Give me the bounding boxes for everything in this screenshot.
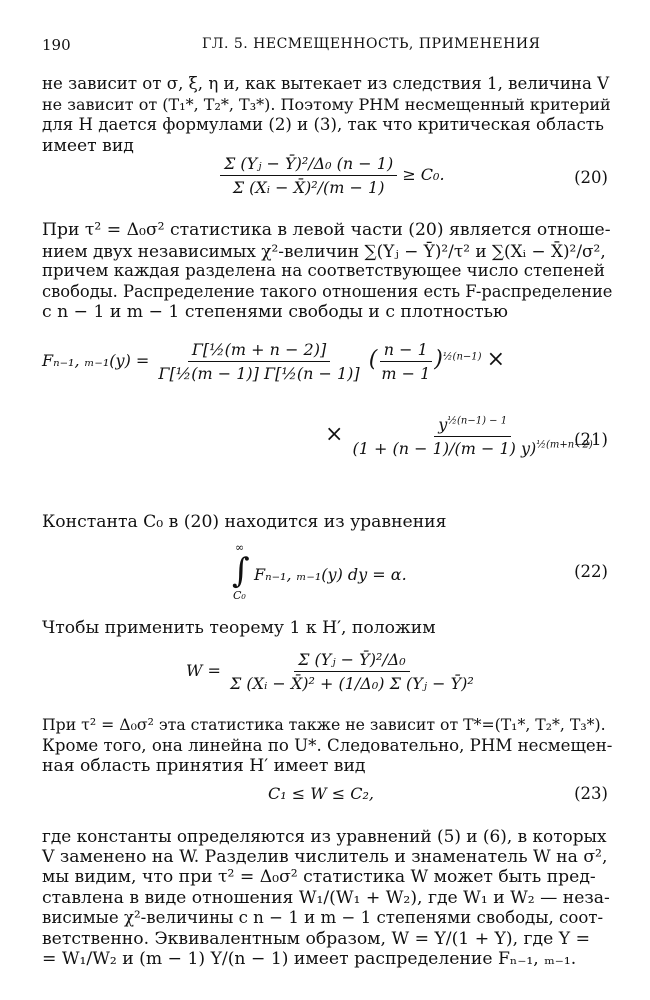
equation-23 xyxy=(268,784,374,803)
ratio-numerator: n − 1 xyxy=(380,340,432,362)
equation-number: (22) xyxy=(574,562,608,581)
text-line: Чтобы применить теорему 1 к H′, положим xyxy=(42,618,436,638)
text-line: нием двух независимых χ²-величин ∑(Yⱼ − Ȳ)²/τ² и ∑(Xᵢ − X̄)²/σ², xyxy=(42,240,606,261)
equation-number: (20) xyxy=(574,168,608,187)
fraction-numerator: Σ (Yⱼ − Ȳ)²/Δ₀ (n − 1) xyxy=(220,154,397,176)
text-line: не зависит от σ, ξ, η и, как вытекает из следствия 1, величина V xyxy=(42,74,610,93)
gamma-numerator: Γ[½(m + n − 2)] xyxy=(188,340,330,362)
y-denominator-base: (1 + (n − 1)/(m − 1) y) xyxy=(352,439,537,458)
fraction xyxy=(220,154,397,197)
ratio-denominator: m − 1 xyxy=(381,364,431,383)
paragraph-2 xyxy=(42,220,612,323)
equation-20 xyxy=(220,154,445,197)
page-header xyxy=(42,36,608,58)
equation-number: (21) xyxy=(574,430,608,449)
text-line: ветственно. Эквивалентным образом, W = Y/(1 + Y), где Y = xyxy=(42,928,590,949)
paragraph-3 xyxy=(42,512,612,533)
text-line: ная область принятия H′ имеет вид xyxy=(42,756,366,776)
y-fraction xyxy=(349,415,597,458)
text-line: При τ² = Δ₀σ² эта статистика также не зависит от T*=(T₁*, T₂*, T₃*). xyxy=(42,715,606,734)
inequality-rhs: ≥ C₀. xyxy=(402,165,445,184)
text-line: Константа C₀ в (20) находится из уравнения xyxy=(42,512,447,532)
times-sign: × xyxy=(486,347,506,372)
text-line: ставлена в виде отношения W₁/(W₁ + W₂), где W₁ и W₂ — неза- xyxy=(42,887,610,908)
equation-21-line-2 xyxy=(325,415,597,458)
gamma-fraction xyxy=(154,340,363,383)
paragraph-6 xyxy=(42,826,612,970)
y-denominator-exponent: ½(m+n−2) xyxy=(536,439,593,451)
gamma-denominator: Γ[½(m − 1)] Γ[½(n − 1)] xyxy=(158,364,360,383)
text-line: с n − 1 и m − 1 степенями свободы и с плотностью xyxy=(42,302,508,322)
paren-close: ) xyxy=(434,347,443,372)
paragraph-5 xyxy=(42,715,612,777)
y-exponent: ½(n−1) − 1 xyxy=(447,415,508,427)
equation-21-line-1 xyxy=(42,340,505,383)
w-fraction xyxy=(226,650,478,693)
integral-sign: ∫ xyxy=(232,551,250,591)
fraction-denominator: Σ (Xᵢ − X̄)²/(m − 1) xyxy=(232,178,385,197)
text-line: V заменено на W. Разделив числитель и знаменатель W на σ², xyxy=(42,846,608,867)
equation-22 xyxy=(232,541,452,605)
running-title: ГЛ. 5. НЕСМЕЩЕННОСТЬ, ПРИМЕНЕНИЯ xyxy=(202,36,541,52)
paren-open: ( xyxy=(368,347,378,372)
acceptance-region: C₁ ≤ W ≤ C₂, xyxy=(268,784,374,803)
text-line: свободы. Распределение такого отношения есть F-распределение xyxy=(42,281,613,301)
equation-w xyxy=(186,650,478,693)
text-line: При τ² = Δ₀σ² статистика в левой части (20) является отноше- xyxy=(42,220,611,240)
text-line: имеет вид xyxy=(42,135,134,156)
y-numerator xyxy=(434,415,511,437)
w-denominator: Σ (Xᵢ − X̄)² + (1/Δ₀) Σ (Yⱼ − Ȳ)² xyxy=(230,674,474,693)
text-line: не зависит от (T₁*, T₂*, T₃*). Поэтому РНМ несмещенный критерий xyxy=(42,94,611,114)
text-line: причем каждая разделена на соответствующее число степеней xyxy=(42,261,605,280)
text-line: = W₁/W₂ и (m − 1) Y/(n − 1) имеет распределение Fₙ₋₁, ₘ₋₁. xyxy=(42,949,577,969)
ratio-fraction xyxy=(377,340,434,383)
text-line: где константы определяются из уравнений (5) и (6), в которых xyxy=(42,826,607,846)
exponent: ½(n−1) xyxy=(442,351,482,363)
paragraph-4 xyxy=(42,618,612,639)
equation-number: (23) xyxy=(574,784,608,803)
text-line: мы видим, что при τ² = Δ₀σ² статистика W может быть пред- xyxy=(42,867,596,887)
density-lhs: Fₙ₋₁, ₘ₋₁(y) = xyxy=(42,351,150,370)
y-base: y xyxy=(438,415,448,434)
integral-lower-limit: C₀ xyxy=(233,589,246,602)
integral-upper-limit: ∞ xyxy=(235,541,245,554)
text-line: висимые χ²-величины с n − 1 и m − 1 степенями свободы, соот- xyxy=(42,908,604,927)
w-lhs: W = xyxy=(186,661,221,680)
integrand: Fₙ₋₁, ₘ₋₁(y) dy = α. xyxy=(254,565,407,584)
times-sign: × xyxy=(325,422,344,447)
paragraph-1 xyxy=(42,74,612,156)
text-line: Кроме того, она линейна по U*. Следовательно, РНМ несмещен- xyxy=(42,735,613,755)
w-numerator: Σ (Yⱼ − Ȳ)²/Δ₀ xyxy=(294,650,410,672)
page-number: 190 xyxy=(42,36,71,54)
y-denominator xyxy=(349,437,597,458)
text-line: для H дается формулами (2) и (3), так что критическая область xyxy=(42,115,604,134)
